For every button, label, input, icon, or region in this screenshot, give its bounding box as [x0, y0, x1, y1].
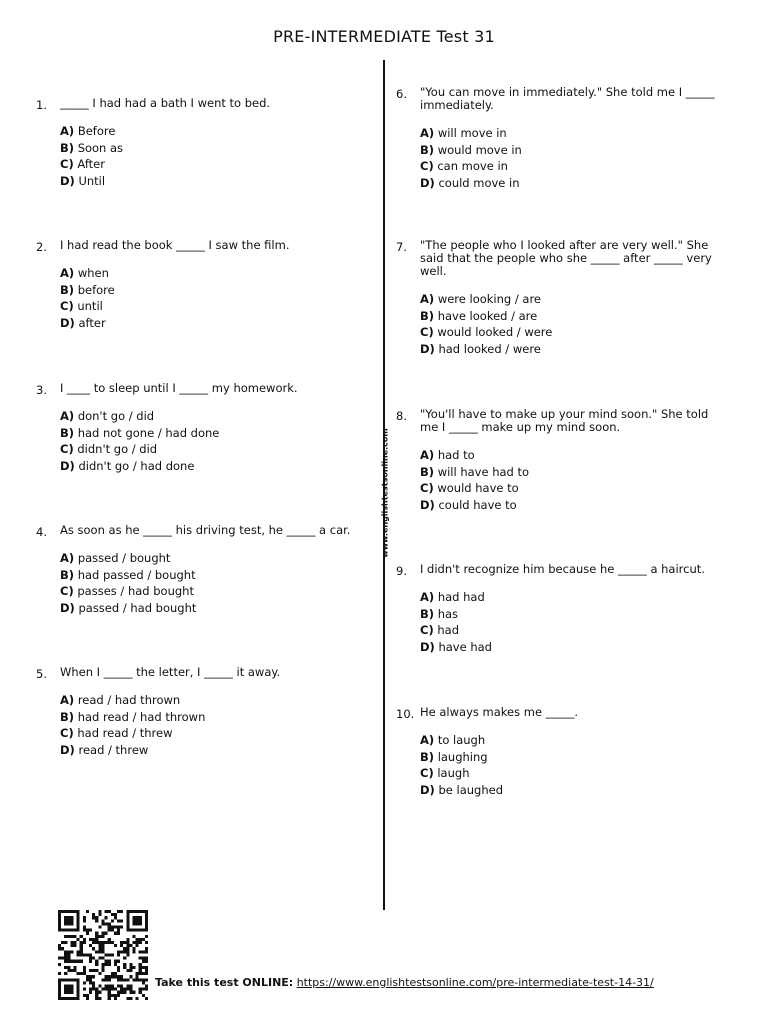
option-text: had had [437, 590, 485, 604]
answer-option[interactable] [420, 749, 726, 766]
answer-option[interactable] [420, 125, 726, 142]
footer [58, 910, 758, 1000]
option-letter: C) [420, 325, 434, 339]
question-text: He always makes me _____. [420, 705, 579, 719]
answer-option[interactable] [420, 782, 726, 799]
option-text: passes / had bought [77, 584, 194, 598]
options-list [60, 408, 356, 474]
option-text: Until [78, 173, 106, 188]
answer-option[interactable] [60, 173, 356, 190]
answer-option[interactable] [60, 742, 356, 759]
option-letter: B) [420, 142, 435, 157]
option-text: to laugh [437, 733, 486, 747]
option-letter: D) [60, 600, 75, 615]
answer-option[interactable] [420, 589, 726, 606]
option-text: when [77, 266, 109, 280]
answer-option[interactable] [420, 765, 726, 782]
options-list [60, 692, 356, 758]
option-letter: A) [420, 448, 435, 462]
options-list [60, 265, 356, 331]
answer-option[interactable] [420, 341, 726, 358]
test-online-link[interactable]: https://www.englishtestsonline.com/pre-intermediate-test-14-31/ [296, 976, 654, 989]
option-letter: A) [60, 266, 75, 280]
option-letter: B) [420, 308, 435, 323]
option-letter: D) [420, 639, 435, 654]
answer-option[interactable] [60, 550, 356, 567]
question-text: I had read the book _____ I saw the film. [60, 238, 290, 252]
option-letter: C) [60, 157, 74, 171]
answer-option[interactable] [60, 315, 356, 332]
option-text: have looked / are [437, 308, 538, 323]
question-number: 10. [396, 707, 415, 721]
option-letter: C) [420, 481, 434, 495]
answer-option[interactable] [420, 497, 726, 514]
option-text: had [437, 623, 459, 637]
option-letter: D) [60, 742, 75, 757]
answer-option[interactable] [420, 464, 726, 481]
page-title: PRE-INTERMEDIATE Test 31 [273, 27, 495, 46]
option-letter: D) [420, 497, 435, 512]
option-text: would have to [437, 481, 519, 495]
answer-option[interactable] [420, 639, 726, 656]
option-letter: D) [60, 173, 75, 188]
answer-option[interactable] [420, 308, 726, 325]
question-2 [36, 239, 356, 331]
options-list [420, 125, 726, 191]
option-letter: B) [60, 425, 75, 440]
question-9 [396, 563, 726, 655]
watermark [380, 428, 390, 558]
answer-option[interactable] [420, 158, 726, 175]
qr-code-icon [58, 910, 148, 1000]
option-text: read / threw [78, 742, 149, 757]
option-text: Before [77, 124, 116, 138]
option-text: didn't go / had done [78, 458, 195, 473]
answer-option[interactable] [60, 156, 356, 173]
watermark-text: www.englishtestsonline.com [380, 428, 390, 558]
answer-option[interactable] [60, 725, 356, 742]
option-text: be laughed [438, 782, 503, 797]
question-text: "You'll have to make up your mind soon." She told me I _____ make up my mind soon. [420, 407, 709, 434]
question-8 [396, 408, 726, 513]
option-text: laugh [437, 766, 470, 780]
answer-option[interactable] [60, 282, 356, 299]
question-6 [396, 86, 726, 191]
option-letter: B) [60, 709, 75, 724]
answer-option[interactable] [60, 567, 356, 584]
question-number: 3. [36, 383, 47, 397]
option-text: Soon as [77, 140, 124, 155]
option-text: had not gone / had done [77, 425, 220, 440]
option-text: didn't go / did [77, 442, 158, 456]
question-number: 5. [36, 667, 47, 681]
answer-option[interactable] [60, 298, 356, 315]
option-text: had passed / bought [77, 567, 196, 582]
question-text: "You can move in immediately." She told me I _____ immediately. [420, 85, 715, 112]
option-text: read / had thrown [77, 693, 181, 707]
options-list [60, 550, 356, 616]
option-text: had to [437, 448, 475, 462]
answer-option[interactable] [420, 291, 726, 308]
option-letter: B) [420, 464, 435, 479]
answer-option[interactable] [420, 175, 726, 192]
option-text: can move in [437, 159, 508, 173]
option-letter: B) [60, 140, 75, 155]
option-text: don't go / did [77, 409, 155, 423]
option-letter: A) [60, 693, 75, 707]
answer-option[interactable] [60, 140, 356, 157]
option-text: passed / had bought [78, 600, 197, 615]
option-text: had looked / were [438, 341, 541, 356]
option-text: could move in [438, 175, 520, 190]
question-10 [396, 706, 726, 798]
option-letter: B) [60, 282, 75, 297]
options-list [420, 732, 726, 798]
option-letter: D) [420, 341, 435, 356]
answer-option[interactable] [60, 408, 356, 425]
option-letter: D) [420, 175, 435, 190]
question-text: As soon as he _____ his driving test, he _____ a car. [60, 523, 351, 537]
answer-option[interactable] [60, 425, 356, 442]
option-letter: B) [420, 606, 435, 621]
question-number: 6. [396, 87, 407, 101]
option-letter: C) [420, 766, 434, 780]
question-7 [396, 239, 726, 357]
option-text: laughing [437, 749, 488, 764]
answer-option[interactable] [60, 265, 356, 282]
option-text: will move in [437, 126, 507, 140]
answer-option[interactable] [420, 622, 726, 639]
answer-option[interactable] [60, 123, 356, 140]
answer-option[interactable] [420, 142, 726, 159]
option-text: passed / bought [77, 551, 171, 565]
question-5 [36, 666, 356, 758]
question-text: I ____ to sleep until I _____ my homework. [60, 381, 298, 395]
option-text: until [77, 299, 103, 313]
question-3 [36, 382, 356, 474]
option-letter: C) [60, 584, 74, 598]
answer-option[interactable] [420, 732, 726, 749]
option-letter: D) [60, 315, 75, 330]
answer-option[interactable] [60, 458, 356, 475]
option-letter: D) [420, 782, 435, 797]
option-text: has [437, 606, 459, 621]
answer-option[interactable] [60, 441, 356, 458]
question-number: 4. [36, 525, 47, 539]
answer-option[interactable] [60, 600, 356, 617]
question-text: _____ I had had a bath I went to bed. [60, 96, 271, 110]
answer-option[interactable] [420, 606, 726, 623]
option-letter: A) [60, 124, 75, 138]
option-letter: C) [60, 442, 74, 456]
option-text: had read / threw [77, 726, 173, 740]
option-letter: C) [60, 299, 74, 313]
answer-option[interactable] [60, 692, 356, 709]
option-letter: B) [420, 749, 435, 764]
question-number: 8. [396, 409, 407, 423]
option-letter: C) [420, 159, 434, 173]
question-1 [36, 97, 356, 189]
option-text: After [77, 157, 105, 171]
option-text: would looked / were [437, 325, 553, 339]
answer-option[interactable] [420, 480, 726, 497]
option-text: could have to [438, 497, 517, 512]
option-letter: A) [420, 126, 435, 140]
option-text: before [77, 282, 115, 297]
option-text: were looking / are [437, 292, 541, 306]
option-text: had read / had thrown [77, 709, 206, 724]
question-text: "The people who I looked after are very well." She said that the people who she _____ after _____ very well. [420, 238, 712, 278]
question-number: 9. [396, 564, 407, 578]
footer-label: Take this test ONLINE: [155, 976, 294, 989]
option-letter: C) [420, 623, 434, 637]
question-text: I didn't recognize him because he _____ a haircut. [420, 562, 705, 576]
option-letter: A) [420, 590, 435, 604]
option-text: would move in [437, 142, 522, 157]
option-letter: B) [60, 567, 75, 582]
option-letter: A) [60, 551, 75, 565]
options-list [60, 123, 356, 189]
option-letter: A) [60, 409, 75, 423]
option-text: will have had to [437, 464, 530, 479]
option-letter: A) [420, 292, 435, 306]
option-letter: C) [60, 726, 74, 740]
answer-option[interactable] [60, 583, 356, 600]
question-number: 1. [36, 98, 47, 112]
question-number: 7. [396, 240, 407, 254]
option-text: have had [438, 639, 492, 654]
answer-option[interactable] [420, 324, 726, 341]
option-letter: D) [60, 458, 75, 473]
question-4 [36, 524, 356, 616]
option-text: after [78, 315, 106, 330]
options-list [420, 291, 726, 357]
options-list [420, 589, 726, 655]
options-list [420, 447, 726, 513]
footer-text [155, 976, 654, 989]
question-text: When I _____ the letter, I _____ it away. [60, 665, 281, 679]
answer-option[interactable] [60, 709, 356, 726]
question-number: 2. [36, 240, 47, 254]
option-letter: A) [420, 733, 435, 747]
answer-option[interactable] [420, 447, 726, 464]
